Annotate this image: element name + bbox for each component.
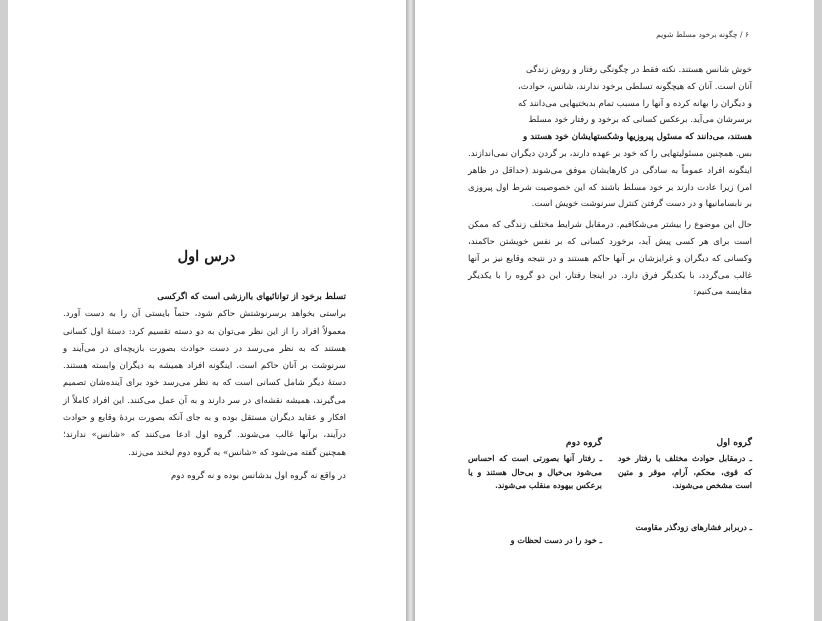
right-paragraph-1-line: خوش شانس هستند. نکته فقط در چگونگی رفتار و روش زندگی [526, 65, 752, 75]
book-gutter [407, 0, 414, 621]
left-paragraph-2: در واقع نه گروه اول بدشانس بوده و نه گروه دوم [171, 470, 346, 481]
left-page-body [63, 289, 346, 485]
group-1-bottom-line: ـ دربرابر فشارهای زودگذر مقاومت [635, 522, 752, 533]
right-page-body [468, 62, 752, 301]
left-page [8, 0, 407, 621]
right-paragraph-1-bold-line: هستند، می‌دانند که مسئول پیروزیها وشکستهایشان خود هستند و [523, 132, 752, 143]
right-paragraph-1-line: و دیگران را بهانه کرده و آنها را مسبب تمام بدبختیهایی می‌دانند که [518, 98, 752, 109]
group-1-column [618, 436, 752, 548]
group-1-text: ـ درمقابل حوادث مختلف با رفتار خود که قوی، محکم، آرام، موقر و متین است مشخص می‌شوند. [618, 452, 752, 491]
group-2-text: ـ رفتار آنها بصورتی است که احساس می‌شود بی‌خیال و بی‌حال هستند و یا برعکس بیهوده منقلب می‌شوند. [468, 452, 602, 491]
right-page [414, 0, 814, 621]
right-paragraph-1-rest: بس. همچنین مسئولیتهایی را که خود بر عهده دارند، بر گردن دیگران نمی‌اندازند. اینگونه افراد عموماً به سادگی در کارهایشان موفق می‌شوند (حداقل در ظاهر امر) زیرا عادت دارند بر خود مسلط باشند که این خصوصیت شرط اول پیروزی بر نابسامانیها و در دست گرفتن کنترل سرنوشت خویش است. [468, 148, 752, 210]
left-paragraph-1: براستی بخواهد برسرنوشتش حاکم شود، حتماً بایستی آن را به دست آورد. معمولاً افراد را از این نظر می‌توان به دو دسته تقسیم کرد: دستهٔ اول کسانی هستند که به نظر می‌رسد در دست حوادث بصورت بازیچه‌ای در می‌آیند و سرنوشت بر آنان حاکم است. اینگونه افراد همیشه به دیگران وابسته هستند. دستهٔ دیگر شامل کسانی است که به نظر می‌رسد خود برای آینده‌شان تصمیم می‌گیرند، همیشه نقشه‌ای در سر دارند و به آن عمل می‌کنند. این افراد کاملاً از افکار و عقاید دیگران مستقل بوده و به جای آنکه بصورت بردهٔ وقایع و حوادث درآیند، برآنها غالب می‌شوند. گروه اول ادعا می‌کنند که «شانس» ندارند؛ همچنین گفته می‌شود که «شانس» به گروه دوم لبخند می‌زند. [63, 309, 346, 458]
right-paragraph-1-line: برسرشان می‌آید. برعکس کسانی که برخود و رفتار خود مسلط [528, 115, 752, 126]
group-2-heading: گروه دوم [565, 437, 602, 448]
comparison-columns [468, 436, 752, 548]
group-2-column [468, 436, 602, 548]
lead-sentence: تسلط برخود از توانائیهای باارزشی است که اگرکسی [157, 292, 346, 302]
right-paragraph-2: حال این موضوع را بیشتر می‌شکافیم. درمقابل شرایط مختلف زندگی که ممکن است برای هر کسی پیش آید، برخورد کسانی که بر نفس خویشتن حاکمند، وکسانی که دیگران و غرایزشان بر آنها حاکم هستند و در نتیجه وقایع نیز بر آنها غالب می‌گردد، با یکدیگر فرق دارد. در اینجا رفتار، این دو گروه را با یکدیگر مقایسه می‌کنیم: [468, 220, 752, 298]
group-2-bottom-line: ـ خود را در دست لحظات و [510, 535, 602, 546]
running-head: ۶ / چگونه برخود مسلط شویم [656, 30, 749, 39]
lesson-title: درس اول [177, 248, 236, 265]
group-1-heading: گروه اول [716, 437, 752, 448]
right-paragraph-1-line: آنان است. آنان که هیچگونه تسلطی برخود ندارند، شانس، حوادث، [517, 81, 752, 92]
